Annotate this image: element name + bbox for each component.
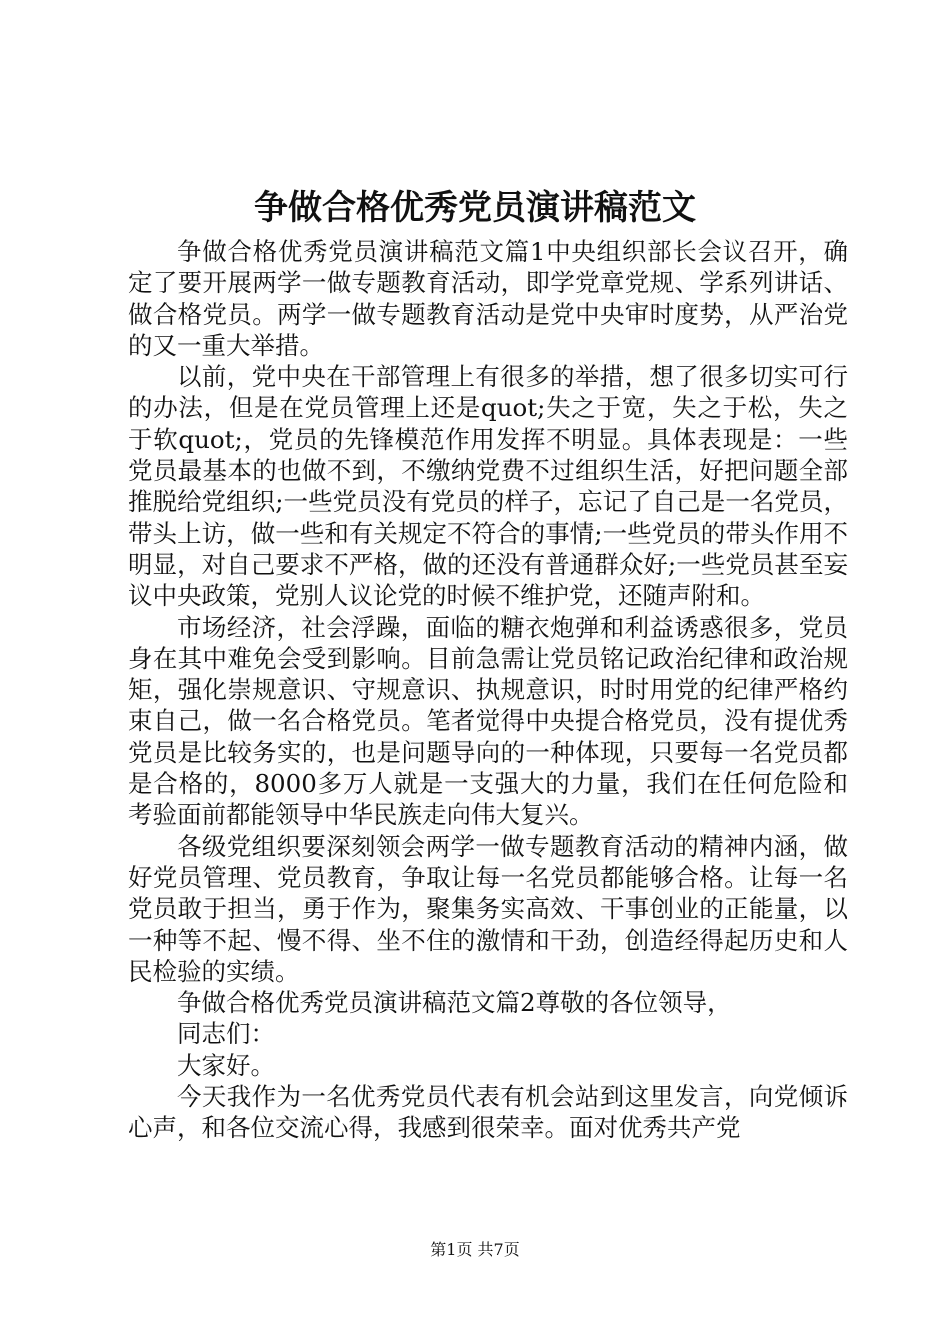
paragraph: 今天我作为一名优秀党员代表有机会站到这里发言，向党倾诉心声，和各位交流心得，我感到很荣幸。面对优秀共产党	[128, 1082, 848, 1143]
paragraph: 大家好。	[177, 1050, 275, 1080]
paragraph: 市场经济，社会浮躁，面临的糖衣炮弹和利益诱惑很多，党员身在其中难免会受到影响。目前急需让党员铭记政治纪律和政治规矩，强化崇规意识、守规意识、执规意识，时时用党的纪律严格约束自己，做一名合格党员。笔者觉得中央提合格党员，没有提优秀党员是比较务实的，也是问题导向的一种体现，只要每一名党员都是合格的，8000多万人就是一支强大的力量，我们在任何危险和考验面前都能领导中华民族走向伟大复兴。	[128, 612, 848, 830]
document-body	[128, 236, 848, 1144]
paragraph: 以前，党中央在干部管理上有很多的举措，想了很多切实可行的办法，但是在党员管理上还是quot;失之于宽，失之于松，失之于软quot;，党员的先锋模范作用发挥不明显。具体表现是：一些党员最基本的也做不到，不缴纳党费不过组织生活，好把问题全部推脱给党组织;一些党员没有党员的样子，忘记了自己是一名党员，带头上访，做一些和有关规定不符合的事情;一些党员的带头作用不明显，对自己要求不严格，做的还没有普通群众好;一些党员甚至妄议中央政策，党别人议论党的时候不维护党，还随声附和。	[128, 362, 848, 611]
paragraph: 同志们：	[177, 1019, 275, 1049]
document-title: 争做合格优秀党员演讲稿范文	[254, 188, 696, 228]
paragraph: 争做合格优秀党员演讲稿范文篇1中央组织部长会议召开，确定了要开展两学一做专题教育活动，即学党章党规、学系列讲话、做合格党员。两学一做专题教育活动是党中央审时度势，从严治党的又一重大举措。	[128, 237, 848, 360]
paragraph: 争做合格优秀党员演讲稿范文篇2尊敬的各位领导，	[177, 988, 732, 1018]
page-footer: 第1页 共7页	[430, 1240, 520, 1259]
paragraph: 各级党组织要深刻领会两学一做专题教育活动的精神内涵，做好党员管理、党员教育，争取让每一名党员都能够合格。让每一名党员敢于担当，勇于作为，聚集务实高效、干事创业的正能量，以一种等不起、慢不得、坐不住的激情和干劲，创造经得起历史和人民检验的实绩。	[128, 831, 848, 986]
